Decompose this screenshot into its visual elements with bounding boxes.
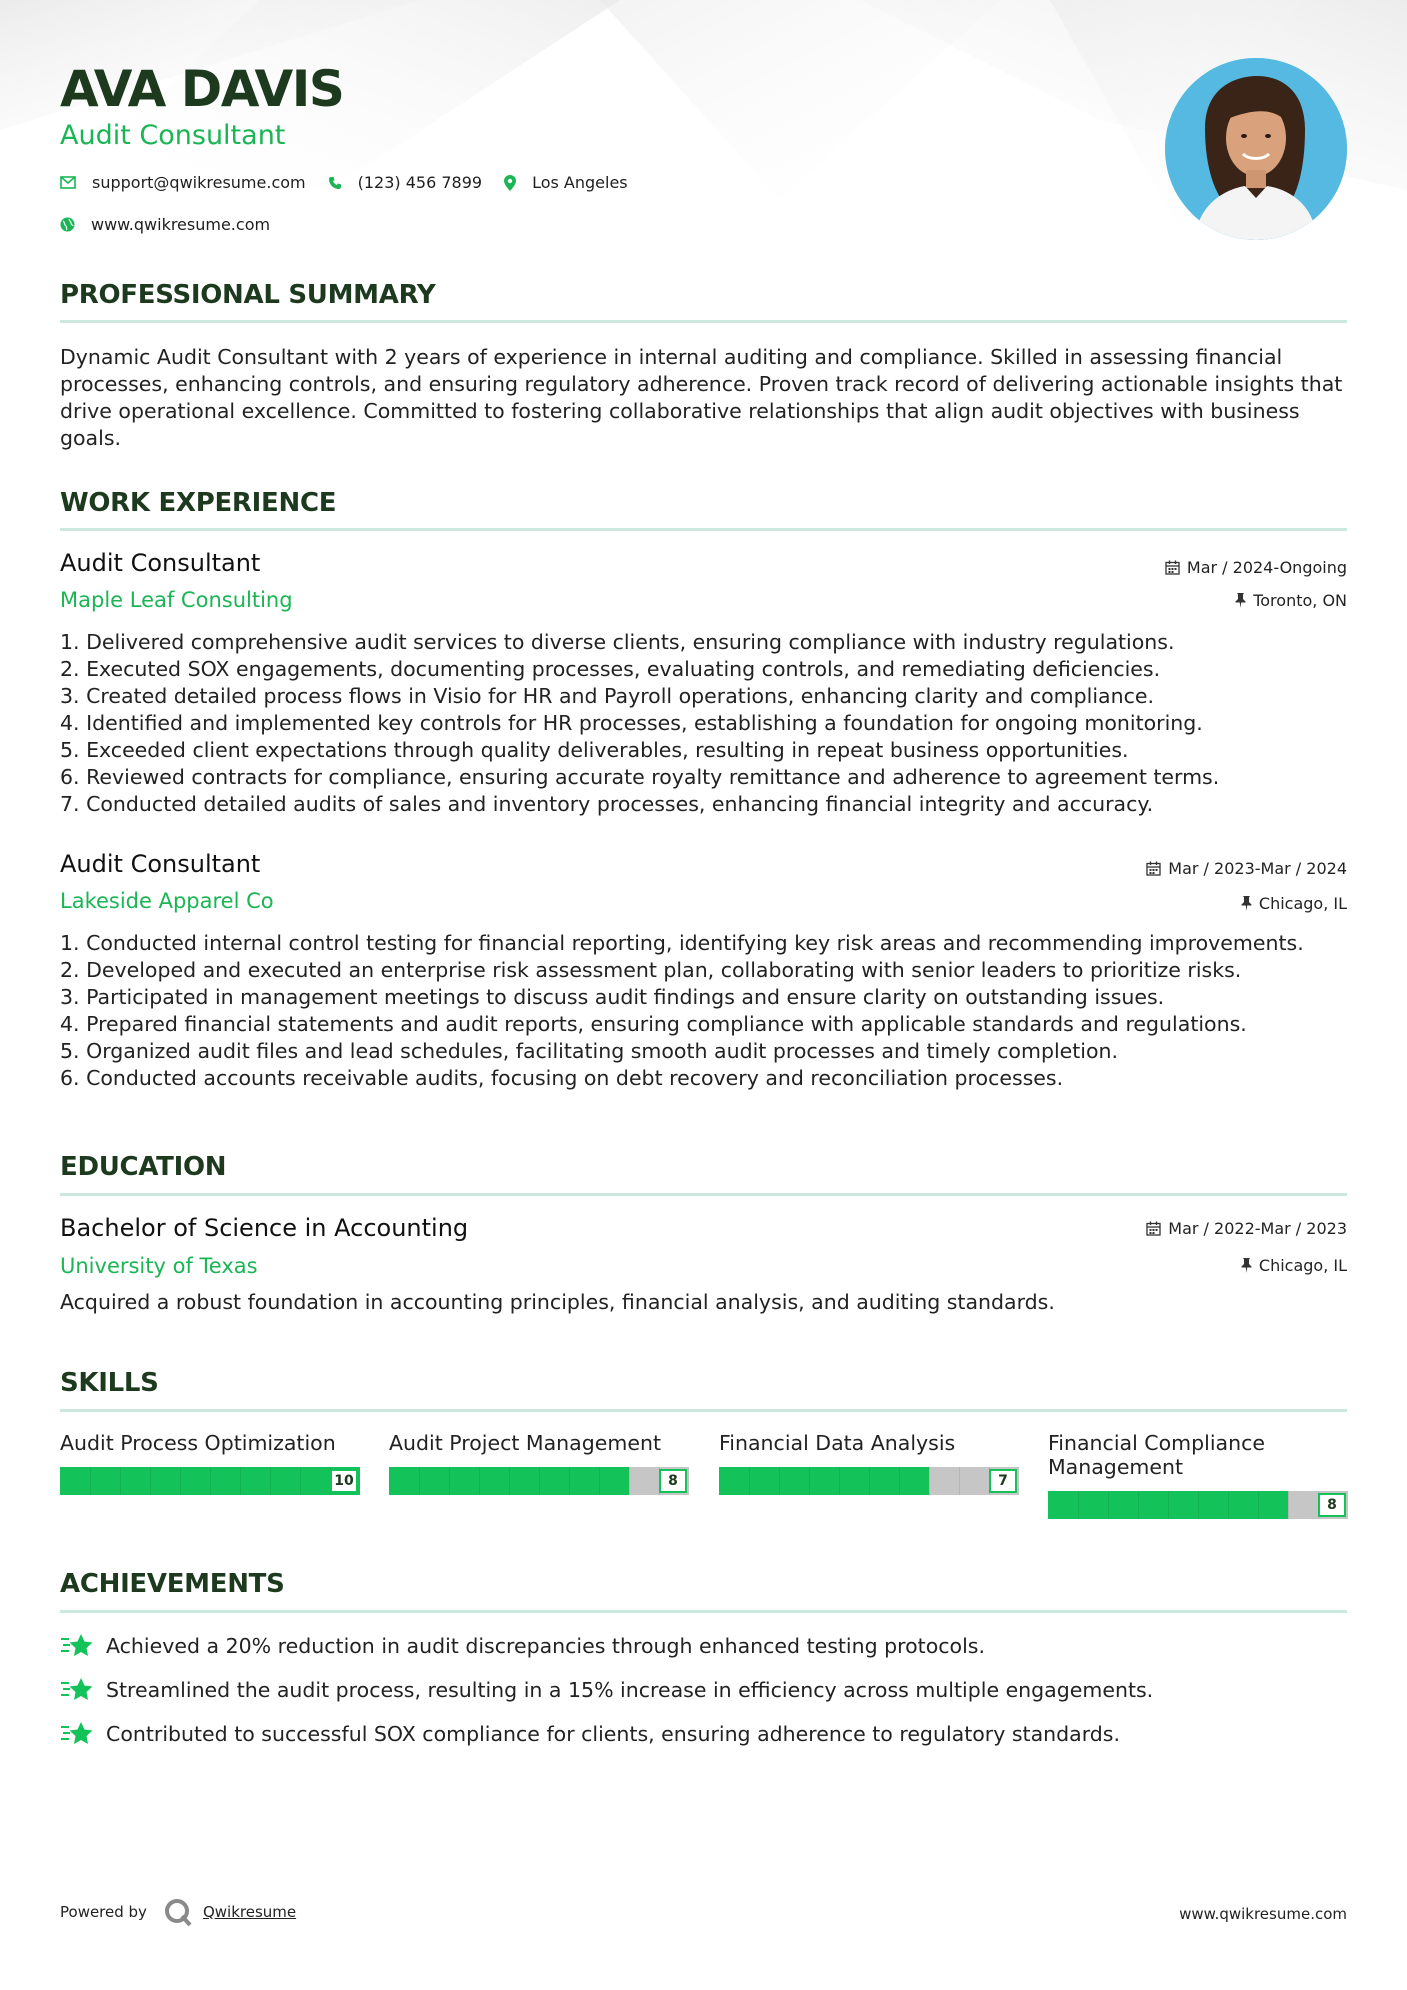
calendar-icon — [1146, 861, 1161, 876]
email-icon — [60, 176, 76, 189]
list-item: 5. Organized audit files and lead schedules, facilitating smooth audit processes and timely completion. — [60, 1039, 1119, 1063]
phone-icon — [328, 176, 342, 190]
email-text: support@qwikresume.com — [92, 173, 306, 192]
skill-bar-segment — [240, 1467, 241, 1495]
achievement-text: Contributed to successful SOX compliance for clients, ensuring adherence to regulatory standards. — [106, 1722, 1120, 1746]
contact-email[interactable] — [60, 173, 306, 192]
skill-bar — [389, 1467, 689, 1495]
job-dates — [1146, 859, 1347, 878]
skill-score: 10 — [330, 1469, 358, 1493]
qwikresume-logo-icon — [163, 1897, 193, 1927]
globe-icon — [60, 217, 75, 232]
achievement-item — [60, 1720, 1347, 1748]
brand-link[interactable]: Qwikresume — [202, 1903, 297, 1921]
list-item: 7. Conducted detailed audits of sales and inventory processes, enhancing financial integrity and accuracy. — [60, 792, 1154, 816]
list-item: 2. Developed and executed an enterprise risk assessment plan, collaborating with senior leaders to prioritize risks. — [60, 958, 1242, 982]
skill-bar-segment — [419, 1467, 420, 1495]
skill-bar-segment — [270, 1467, 271, 1495]
school-name: University of Texas — [60, 1254, 258, 1278]
skill-bar-segment — [509, 1467, 510, 1495]
skill-bar-segment — [749, 1467, 750, 1495]
powered-by-text: Powered by — [60, 1903, 147, 1921]
education-description: Acquired a robust foundation in accounting principles, financial analysis, and auditing standards. — [60, 1290, 1055, 1314]
location-text: Los Angeles — [532, 173, 628, 192]
skill-bar-segment — [300, 1467, 301, 1495]
footer-url[interactable]: www.qwikresume.com — [1179, 1905, 1347, 1923]
job-dates-text: Mar / 2024-Ongoing — [1186, 558, 1347, 577]
experience-heading: WORK EXPERIENCE — [60, 488, 337, 518]
summary-text: Dynamic Audit Consultant with 2 years of experience in internal auditing and compliance. Skilled in assessing financial processes, enhancing controls, and ensuring regulatory adherence. Proven track record of delivering actionable insights that drive operational excellence. Committed to fostering collaborative relationships that align audit objectives with business goals. — [60, 345, 1343, 450]
skill-bar — [60, 1467, 360, 1495]
candidate-title: Audit Consultant — [60, 120, 286, 151]
education-heading: EDUCATION — [60, 1152, 227, 1182]
skill-bar-segment — [150, 1467, 151, 1495]
education-location-text: Chicago, IL — [1258, 1256, 1347, 1275]
list-item: 3. Participated in management meetings to discuss audit findings and ensure clarity on outstanding issues. — [60, 985, 1165, 1009]
skill-bar-segment — [180, 1467, 181, 1495]
contact-row — [60, 173, 650, 192]
map-pin-icon — [504, 175, 516, 191]
skill-bar-segment — [899, 1467, 900, 1495]
achievement-text: Achieved a 20% reduction in audit discrepancies through enhanced testing protocols. — [106, 1634, 985, 1658]
job-bullet-list — [60, 930, 1347, 1092]
achievements-heading: ACHIEVEMENTS — [60, 1569, 285, 1599]
list-item: 1. Delivered comprehensive audit services to diverse clients, ensuring compliance with industry regulations. — [60, 630, 1175, 654]
skills-divider — [60, 1409, 1347, 1412]
pushpin-icon — [1241, 896, 1252, 911]
skill-bar-segment — [479, 1467, 480, 1495]
skill-bar-segment — [929, 1467, 930, 1495]
list-item: 4. Prepared financial statements and audit reports, ensuring compliance with applicable standards and regulations. — [60, 1012, 1247, 1036]
summary-divider — [60, 320, 1347, 323]
skill-bar-segment — [1288, 1491, 1289, 1519]
skill-bar-segment — [869, 1467, 870, 1495]
skill-bar-segment — [1258, 1491, 1259, 1519]
list-item: 3. Created detailed process flows in Visio for HR and Payroll operations, enhancing clarity and compliance. — [60, 684, 1154, 708]
skill-name: Financial Data Analysis — [719, 1431, 956, 1455]
skill-bar-segment — [1228, 1491, 1229, 1519]
shooting-star-icon — [60, 1720, 94, 1748]
contact-website[interactable] — [60, 215, 270, 234]
contact-location — [504, 173, 628, 192]
skill-bar-segment — [90, 1467, 91, 1495]
candidate-name: AVA DAVIS — [60, 60, 344, 118]
achievement-item — [60, 1676, 1347, 1704]
list-item: 1. Conducted internal control testing for financial reporting, identifying key risk areas and recommending improvements. — [60, 931, 1304, 955]
pushpin-icon — [1235, 593, 1246, 608]
skill-bar-segment — [599, 1467, 600, 1495]
job-location-text: Chicago, IL — [1258, 894, 1347, 913]
phone-text: (123) 456 7899 — [357, 173, 483, 192]
profile-avatar-illustration — [1165, 58, 1347, 240]
education-dates — [1146, 1219, 1347, 1238]
calendar-icon — [1165, 560, 1180, 575]
calendar-icon — [1146, 1221, 1161, 1236]
achievement-item — [60, 1632, 1347, 1660]
job-location — [1235, 591, 1347, 610]
skill-name: Financial Compliance Management — [1048, 1431, 1265, 1479]
skill-item — [719, 1431, 1019, 1495]
skill-score: 8 — [659, 1469, 687, 1493]
footer-powered-by — [60, 1897, 296, 1927]
skill-score: 8 — [1318, 1493, 1346, 1517]
skill-score: 7 — [989, 1469, 1017, 1493]
education-location — [1241, 1256, 1347, 1275]
list-item: 4. Identified and implemented key controls for HR processes, establishing a foundation for ongoing monitoring. — [60, 711, 1203, 735]
skill-bar-segment — [629, 1467, 630, 1495]
skill-name: Audit Project Management — [389, 1431, 661, 1455]
website-text: www.qwikresume.com — [91, 215, 271, 234]
shooting-star-icon — [60, 1676, 94, 1704]
profile-photo — [1165, 58, 1347, 240]
job-dates-text: Mar / 2023-Mar / 2024 — [1168, 859, 1347, 878]
skill-bar-segment — [1108, 1491, 1109, 1519]
skill-bar-segment — [210, 1467, 211, 1495]
job-company: Maple Leaf Consulting — [60, 588, 293, 612]
achievements-divider — [60, 1610, 1347, 1613]
skill-bar-segment — [839, 1467, 840, 1495]
skill-name: Audit Process Optimization — [60, 1431, 336, 1455]
skills-heading: SKILLS — [60, 1368, 159, 1398]
skill-bar-segment — [1078, 1491, 1079, 1519]
skill-bar — [1048, 1491, 1348, 1519]
contact-phone[interactable] — [328, 173, 482, 192]
job-title: Audit Consultant — [60, 850, 261, 878]
job-location — [1241, 894, 1347, 913]
job-location-text: Toronto, ON — [1253, 591, 1347, 610]
skill-item — [389, 1431, 689, 1495]
degree-title: Bachelor of Science in Accounting — [60, 1214, 469, 1242]
skill-bar-segment — [1198, 1491, 1199, 1519]
skill-item — [1048, 1431, 1348, 1519]
contact-row-web — [60, 215, 292, 234]
job-bullet-list — [60, 629, 1347, 818]
skill-bar-segment — [449, 1467, 450, 1495]
skill-bar — [719, 1467, 1019, 1495]
list-item: 6. Reviewed contracts for compliance, ensuring accurate royalty remittance and adherence to agreement terms. — [60, 765, 1220, 789]
skill-bar-segment — [959, 1467, 960, 1495]
skill-bar-segment — [539, 1467, 540, 1495]
skill-bar-fill — [719, 1467, 929, 1495]
pushpin-icon — [1241, 1258, 1252, 1273]
skill-bar-segment — [569, 1467, 570, 1495]
skill-bar-segment — [779, 1467, 780, 1495]
skill-bar-segment — [1168, 1491, 1169, 1519]
skill-bar-segment — [809, 1467, 810, 1495]
job-company: Lakeside Apparel Co — [60, 889, 274, 913]
list-item: 5. Exceeded client expectations through quality deliverables, resulting in repeat business opportunities. — [60, 738, 1129, 762]
list-item: 2. Executed SOX engagements, documenting processes, evaluating controls, and remediating deficiencies. — [60, 657, 1161, 681]
achievement-text: Streamlined the audit process, resulting in a 15% increase in efficiency across multiple engagements. — [106, 1678, 1154, 1702]
skill-bar-segment — [120, 1467, 121, 1495]
summary-heading: PROFESSIONAL SUMMARY — [60, 280, 436, 310]
skill-item — [60, 1431, 360, 1495]
education-dates-text: Mar / 2022-Mar / 2023 — [1168, 1219, 1347, 1238]
experience-divider — [60, 528, 1347, 531]
job-title: Audit Consultant — [60, 549, 261, 577]
list-item: 6. Conducted accounts receivable audits, focusing on debt recovery and reconciliation processes. — [60, 1066, 1064, 1090]
education-divider — [60, 1193, 1347, 1196]
skill-bar-segment — [1138, 1491, 1139, 1519]
shooting-star-icon — [60, 1632, 94, 1660]
job-dates — [1165, 558, 1347, 577]
